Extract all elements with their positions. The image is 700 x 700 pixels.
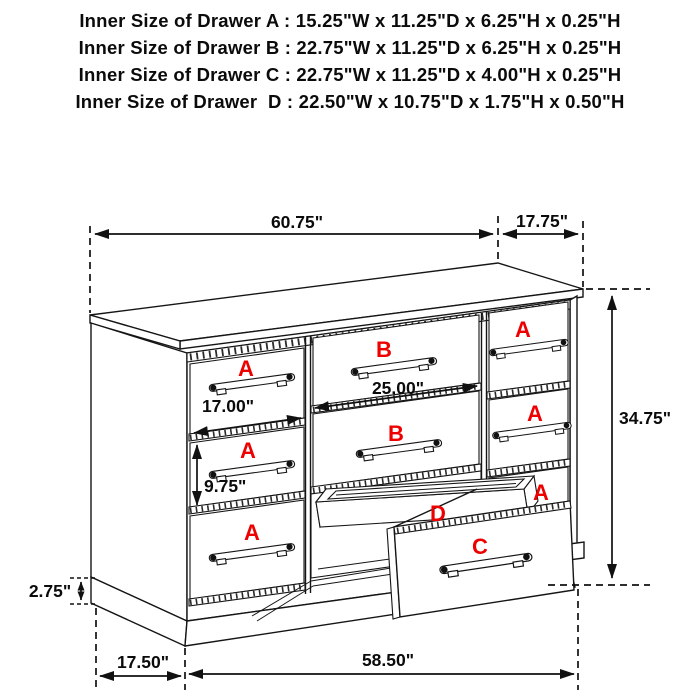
dim-drawer-a-width-label: 17.00" [201, 396, 255, 416]
dim-base-depth-label: 17.50" [116, 652, 170, 672]
label-drawer-a: A [515, 317, 531, 342]
dim-top-width-label: 60.75" [270, 212, 324, 232]
label-drawer-b: B [376, 337, 392, 362]
cabinet-left-side [91, 323, 187, 621]
label-drawer-d: D [430, 501, 446, 526]
dim-drawer-b-width-label: 25.00" [371, 378, 425, 398]
label-drawer-a: A [527, 401, 543, 426]
label-drawer-a: A [244, 520, 260, 545]
dim-base-height-label: 2.75" [28, 581, 72, 601]
dim-drawer-a-height-label: 9.75" [204, 476, 247, 496]
dim-overall-height-label: 34.75" [619, 408, 672, 428]
header-line-drawer-d: Inner Size of Drawer D : 22.50"W x 10.75"D x 1.75"H x 0.50"H [75, 91, 625, 112]
label-drawer-a: A [238, 356, 254, 381]
dim-top-depth-label: 17.75" [515, 211, 569, 231]
label-drawer-a: A [240, 438, 256, 463]
header-line-drawer-b: Inner Size of Drawer B : 22.75"W x 11.25"D x 6.25"H x 0.25"H [78, 37, 622, 58]
header-line-drawer-a: Inner Size of Drawer A : 15.25"W x 11.25"D x 6.25"H x 0.25"H [79, 10, 621, 31]
label-drawer-c: C [472, 534, 488, 559]
header-line-drawer-c: Inner Size of Drawer C : 22.75"W x 11.25"D x 4.00"H x 0.25"H [78, 64, 622, 85]
label-drawer-a: A [533, 480, 549, 505]
label-drawer-b: B [388, 421, 404, 446]
dim-base-width-label: 58.50" [361, 650, 415, 670]
